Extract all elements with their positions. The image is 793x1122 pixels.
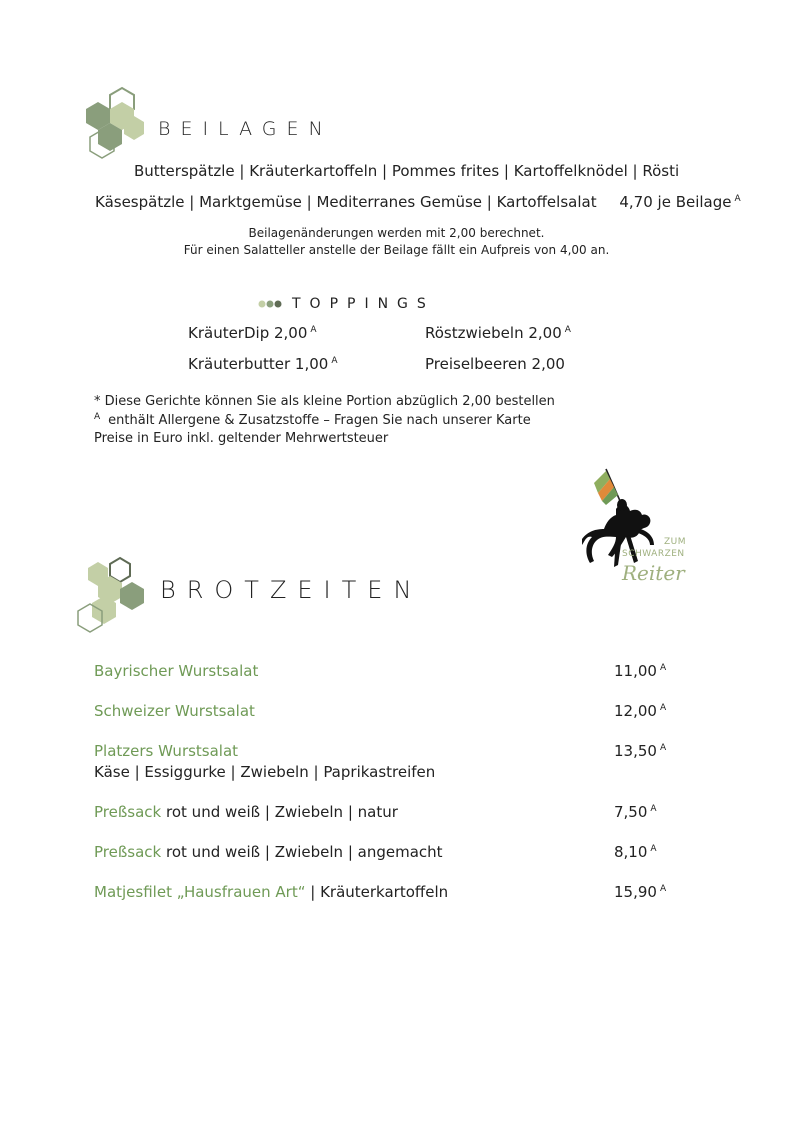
dish-price-value: 8,10 [614,843,648,861]
beilagen-note-2: Für einen Salatteller anstelle der Beilage fällt ein Aufpreis von 4,00 an. [183,243,610,257]
allergen-marker: A [650,844,657,854]
beilagen-line-2-text: Käsespätzle | Marktgemüse | Mediterranes Gemüse | Kartoffelsalat [95,193,597,211]
dish-detail: rot und weiß | Zwiebeln | natur [161,803,398,821]
dish-price [614,662,666,680]
dish-price-value: 11,00 [614,662,657,680]
beilagen-price: 4,70 je Beilage [619,193,732,211]
footnote-prices: Preise in Euro inkl. geltender Mehrwertsteuer [94,431,389,446]
allergen-marker: A [331,356,338,366]
allergen-marker: A [659,743,667,753]
dish-detail: | Kräuterkartoffeln [305,883,449,901]
topping-item [425,324,571,342]
dish-price-value: 7,50 [614,803,648,821]
logo-text-schwarzen: SCHWARZEN [622,549,685,559]
dish-price [614,742,666,760]
allergen-marker: A [659,884,667,894]
dish-name: Matjesfilet „Hausfrauen Art“ [94,883,306,901]
topping-name: Kräuterbutter 1,00 [188,355,329,373]
beilagen-line-2 [95,193,741,211]
allergen-marker: A [310,325,317,335]
allergen-marker: A [650,804,657,814]
hexagon-cluster-icon [74,556,156,634]
dish-name: Preßsack [94,803,162,821]
dish-price-value: 13,50 [614,742,657,760]
logo-text-reiter: Reiter [622,561,685,585]
dish-price [614,883,666,901]
topping-name: KräuterDip 2,00 [188,324,308,342]
dish-item [94,843,443,861]
allergen-marker: A [94,412,101,422]
section-title-brotzeiten: BROTZEITEN [160,576,423,604]
topping-item [425,355,565,373]
section-title-beilagen: BEILAGEN [158,118,333,140]
dish-detail: rot und weiß | Zwiebeln | angemacht [161,843,443,861]
beilagen-note-1: Beilagenänderungen werden mit 2,00 berechnet. [248,226,545,240]
topping-name: Röstzwiebeln 2,00 [425,324,562,342]
logo-text-zum: ZUM [664,537,687,547]
toppings-dots-icon [258,299,284,309]
section-title-toppings: TOPPINGS [292,296,435,312]
allergen-marker: A [734,194,741,204]
dish-description: Käse | Essiggurke | Zwiebeln | Paprikastreifen [94,763,436,781]
dish-price [614,843,657,861]
allergen-marker: A [659,703,667,713]
topping-item [188,324,317,342]
dish-item [94,742,238,760]
dish-price-value: 12,00 [614,702,657,720]
footnote-portion: * Diese Gerichte können Sie als kleine Portion abzüglich 2,00 bestellen [94,394,555,409]
topping-item [188,355,338,373]
dish-price [614,702,666,720]
dish-item [94,883,448,901]
dish-name: Platzers Wurstsalat [94,742,239,760]
dish-name: Preßsack [94,843,162,861]
dish-price [614,803,657,821]
allergen-marker: A [659,663,667,673]
dish-item [94,662,258,680]
dish-name: Bayrischer Wurstsalat [94,662,259,680]
footnote-allergens-text: enthält Allergene & Zusatzstoffe – Fragen Sie nach unserer Karte [108,413,531,428]
dish-item [94,702,255,720]
allergen-marker: A [564,325,571,335]
beilagen-line-1: Butterspätzle | Kräuterkartoffeln | Pommes frites | Kartoffelknödel | Rösti [134,162,680,180]
restaurant-logo [582,465,692,595]
hexagon-cluster-icon [78,80,156,162]
dish-price-value: 15,90 [614,883,657,901]
footnote-allergens [94,412,531,428]
dish-item [94,803,398,821]
topping-name: Preiselbeeren 2,00 [425,355,565,373]
dish-name: Schweizer Wurstsalat [94,702,255,720]
